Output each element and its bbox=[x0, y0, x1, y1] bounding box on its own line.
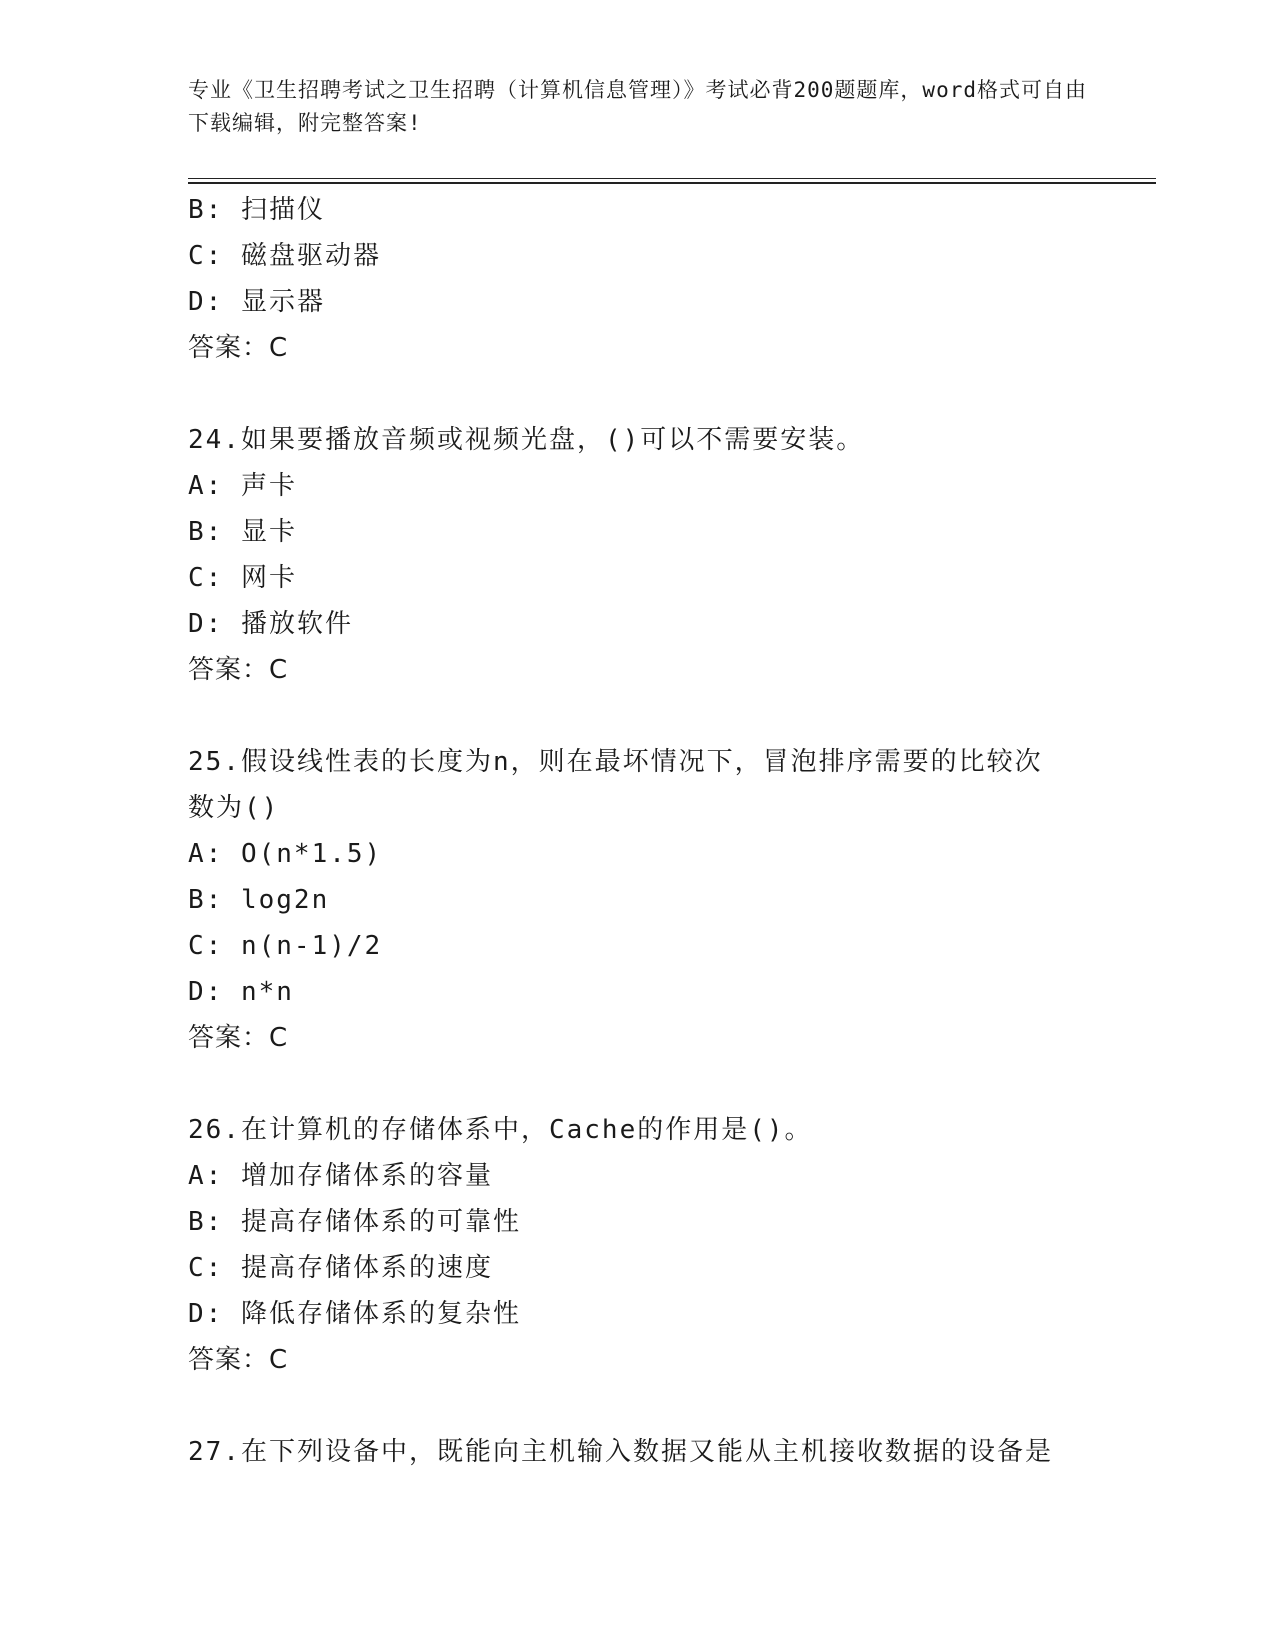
option-a: A: O(n*1.5) bbox=[188, 839, 383, 869]
answer: 答案：C bbox=[188, 655, 289, 685]
question-stem: 24.如果要播放音频或视频光盘，()可以不需要安装。 bbox=[188, 425, 865, 455]
document-header bbox=[188, 74, 1108, 140]
spacer bbox=[188, 693, 1088, 739]
question-stem-line-1: 25.假设线性表的长度为n，则在最坏情况下，冒泡排序需要的比较次 bbox=[188, 747, 1043, 777]
header-rule-top bbox=[188, 178, 1156, 179]
option-c: C: 网卡 bbox=[188, 563, 297, 593]
option-b: B: log2n bbox=[188, 885, 330, 915]
question-content bbox=[188, 187, 1088, 1475]
option-c: C: 磁盘驱动器 bbox=[188, 241, 381, 271]
option-d: D: n*n bbox=[188, 977, 294, 1007]
answer: 答案：C bbox=[188, 333, 289, 363]
option-d: D: 降低存储体系的复杂性 bbox=[188, 1299, 521, 1329]
option-d: D: 播放软件 bbox=[188, 609, 353, 639]
spacer bbox=[188, 1383, 1088, 1429]
question-stem: 26.在计算机的存储体系中，Cache的作用是()。 bbox=[188, 1115, 813, 1145]
spacer bbox=[188, 1061, 1088, 1107]
option-a: A: 增加存储体系的容量 bbox=[188, 1161, 493, 1191]
answer: 答案：C bbox=[188, 1345, 289, 1375]
header-title: 专业《卫生招聘考试之卫生招聘（计算机信息管理）》考试必背200题题库，word格式可自由下载编辑，附完整答案! bbox=[188, 78, 1087, 135]
option-b: B: 扫描仪 bbox=[188, 195, 325, 225]
header-rule-bottom bbox=[188, 182, 1156, 184]
question-stem-line-2: 数为() bbox=[188, 793, 280, 823]
option-a: A: 声卡 bbox=[188, 471, 297, 501]
question-stem: 27.在下列设备中，既能向主机输入数据又能从主机接收数据的设备是 bbox=[188, 1437, 1053, 1467]
option-b: B: 提高存储体系的可靠性 bbox=[188, 1207, 521, 1237]
spacer bbox=[188, 371, 1088, 417]
option-b: B: 显卡 bbox=[188, 517, 297, 547]
option-c: C: 提高存储体系的速度 bbox=[188, 1253, 493, 1283]
option-d: D: 显示器 bbox=[188, 287, 325, 317]
option-c: C: n(n-1)/2 bbox=[188, 931, 383, 961]
answer: 答案：C bbox=[188, 1023, 289, 1053]
